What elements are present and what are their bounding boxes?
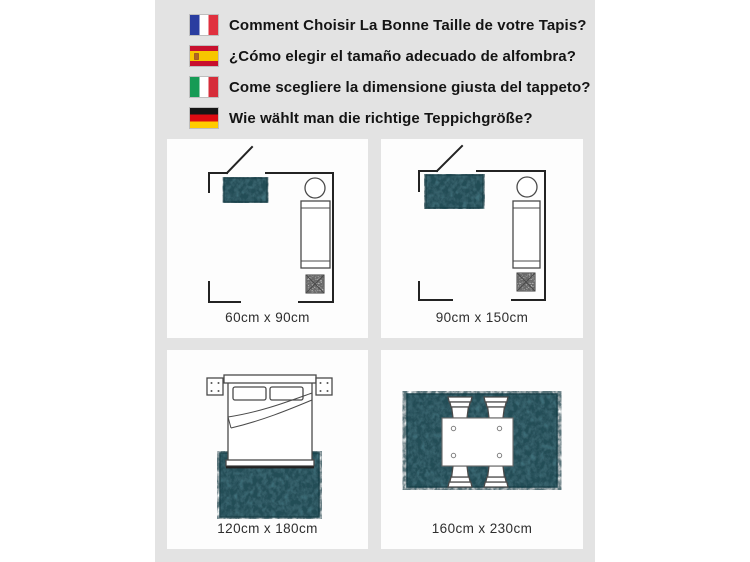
dining-table [442,418,513,466]
size-label-160x230: 160cm x 230cm [431,521,533,536]
door-swing-line [437,146,462,171]
question-text-german: Wie wählt man die richtige Teppichgröße? [229,109,533,127]
potted-plant [517,273,535,291]
size-label-90x150: 90cm x 150cm [435,310,529,325]
nightstand-right [316,378,332,395]
bed [224,375,316,467]
side-table-circle [305,178,325,198]
wardrobe [513,201,540,268]
headboard [224,375,316,383]
door-swing-line [227,147,252,173]
question-text-french: Comment Choisir La Bonne Taille de votre Tapis? [229,16,587,34]
bed-with-rug-diagram [167,350,368,549]
pillow-left [233,387,266,400]
question-text-italian: Come scegliere la dimensione giusta del tappeto? [229,78,591,96]
france-flag-icon [190,15,218,35]
potted-plant [306,275,324,293]
rug-90x150 [426,175,483,208]
rug-size-card-120x180 [167,350,368,549]
lang-row-italian [190,77,591,97]
lang-row-french [190,15,591,35]
spain-flag-icon [190,46,218,66]
nightstand-left [207,378,223,395]
wardrobe [301,201,330,268]
rug-size-card-90x150 [381,139,583,338]
rug-60x90 [224,178,267,202]
italy-flag-icon [190,77,218,97]
bedroom-floorplan-small-rug-diagram [167,139,368,338]
rug-size-card-60x90 [167,139,368,338]
rug-size-guide-infographic [155,0,595,562]
question-text-spanish: ¿Cómo elegir el tamaño adecuado de alfombra? [229,47,576,65]
size-label-120x180: 120cm x 180cm [217,521,318,536]
size-label-60x90: 60cm x 90cm [225,310,310,325]
germany-flag-icon [190,108,218,128]
rug-size-card-160x230 [381,350,583,549]
side-table-circle [517,177,537,197]
language-header [190,15,591,139]
footboard [226,460,314,466]
lang-row-spanish [190,46,591,66]
lang-row-german [190,108,591,128]
bedroom-floorplan-medium-rug-diagram [381,139,583,338]
dining-set-on-rug-diagram [381,350,583,549]
